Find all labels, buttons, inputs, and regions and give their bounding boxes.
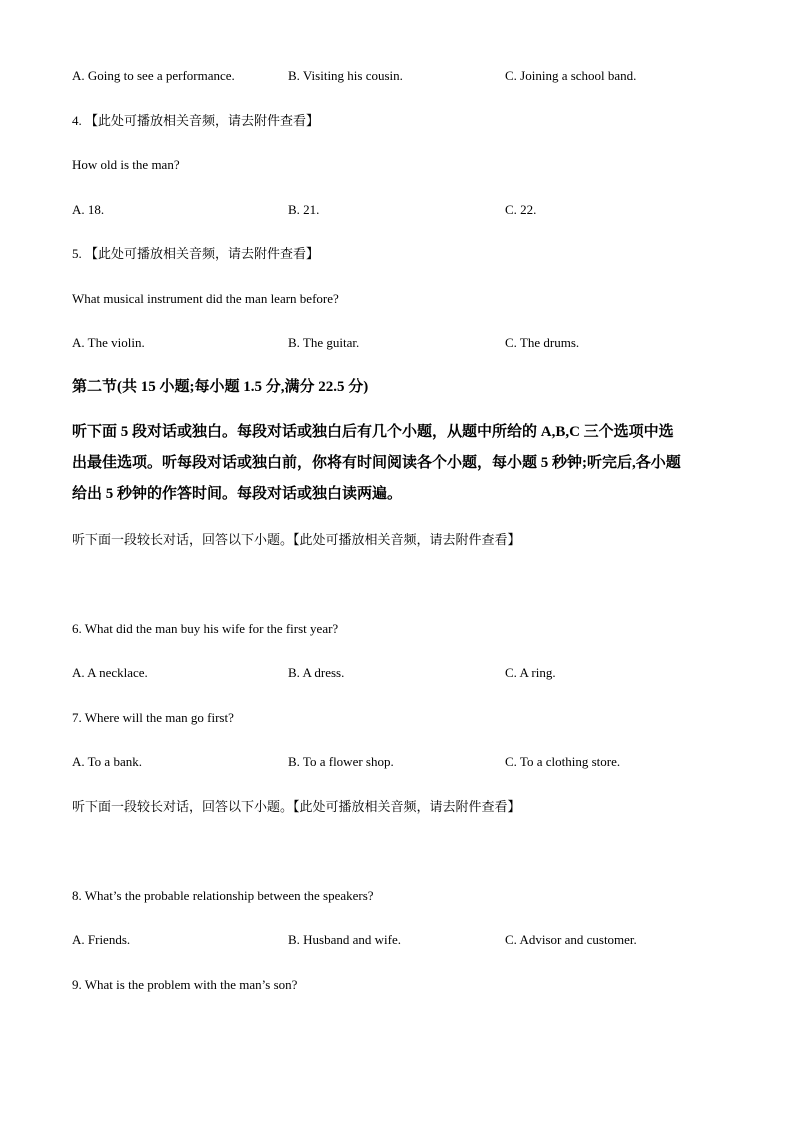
q6-option-b: B. A dress.: [288, 665, 345, 680]
instructions-line-2: 出最佳选项。听每段对话或独白前，你将有时间阅读各个小题，每小题 5 秒钟;听完后,各小题: [72, 455, 681, 471]
q8-option-c: C. Advisor and customer.: [505, 932, 637, 947]
q7-option-b: B. To a flower shop.: [288, 754, 394, 769]
q6-question: 6. What did the man buy his wife for the first year?: [72, 621, 339, 636]
q3-option-a: A. Going to see a performance.: [72, 68, 235, 83]
q6-option-a: A. A necklace.: [72, 665, 148, 680]
q4-option-c: C. 22.: [505, 202, 537, 217]
instructions-line-3: 给出 5 秒钟的作答时间。每段对话或独白读两遍。: [72, 486, 403, 502]
group2-intro: 听下面一段较长对话，回答以下小题。【此处可播放相关音频，请去附件查看】: [72, 799, 521, 814]
q5-option-c: C. The drums.: [505, 335, 580, 350]
group1-intro: 听下面一段较长对话，回答以下小题。【此处可播放相关音频，请去附件查看】: [72, 532, 521, 547]
q9-question: 9. What is the problem with the man’s son?: [72, 977, 298, 992]
q5-option-b: B. The guitar.: [288, 335, 360, 350]
q3-option-b: B. Visiting his cousin.: [288, 68, 403, 83]
q8-option-a: A. Friends.: [72, 932, 131, 947]
q4-header: 4. 【此处可播放相关音频，请去附件查看】: [72, 113, 320, 128]
q4-option-a: A. 18.: [72, 202, 105, 217]
section-instructions: [72, 417, 732, 510]
q4-question: How old is the man?: [72, 157, 180, 172]
q5-question: What musical instrument did the man learn before?: [72, 291, 339, 306]
section-title: 第二节(共 15 小题;每小题 1.5 分,满分 22.5 分): [72, 379, 369, 395]
q7-question: 7. Where will the man go first?: [72, 710, 234, 725]
instructions-line-1: 听下面 5 段对话或独白。每段对话或独白后有几个小题，从题中所给的 A,B,C 三个选项中选: [72, 424, 674, 440]
q7-option-a: A. To a bank.: [72, 754, 142, 769]
q5-option-a: A. The violin.: [72, 335, 145, 350]
q6-option-c: C. A ring.: [505, 665, 556, 680]
q5-header: 5. 【此处可播放相关音频，请去附件查看】: [72, 246, 320, 261]
q8-question: 8. What’s the probable relationship between the speakers?: [72, 888, 374, 903]
q4-option-b: B. 21.: [288, 202, 320, 217]
q3-option-c: C. Joining a school band.: [505, 68, 637, 83]
q7-option-c: C. To a clothing store.: [505, 754, 621, 769]
q8-option-b: B. Husband and wife.: [288, 932, 402, 947]
